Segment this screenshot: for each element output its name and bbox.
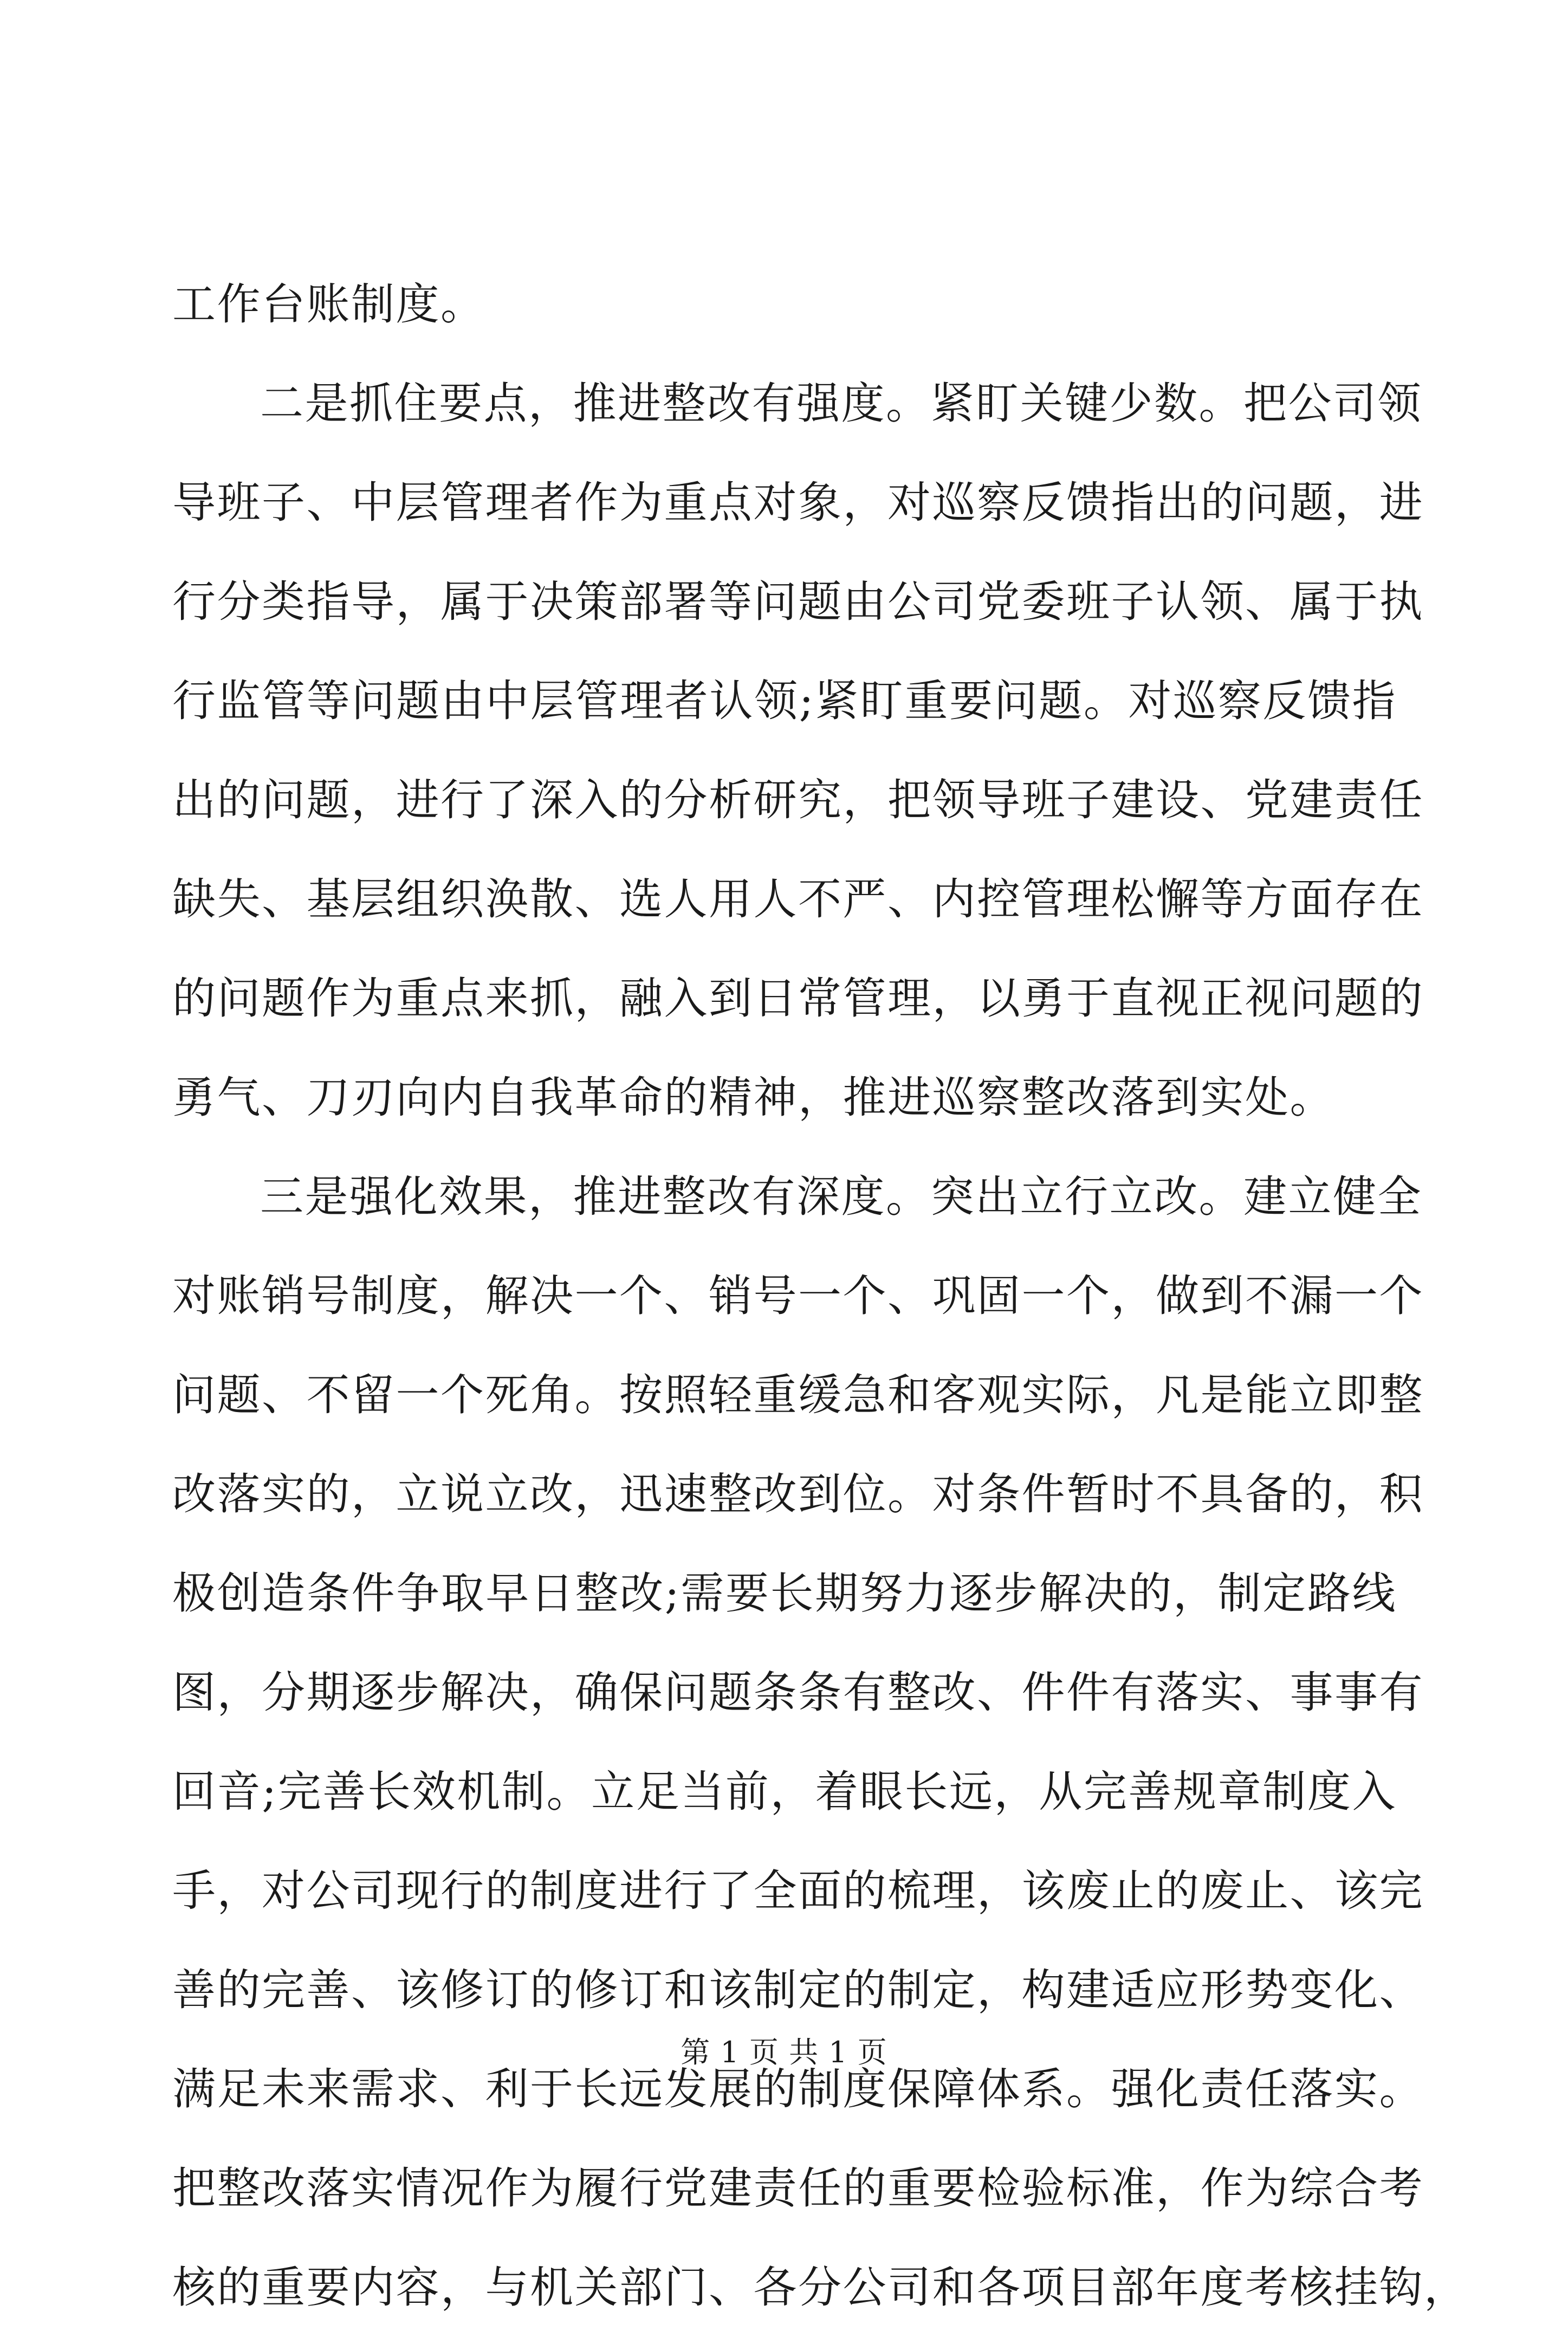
- text-line: 的问题作为重点来抓，融入到日常管理，以勇于直视正视问题的: [172, 973, 1424, 1024]
- page-number-footer: 第 1 页 共 1 页: [681, 2035, 887, 2069]
- text-line: 满足未来需求、利于长远发展的制度保障体系。强化责任落实。: [172, 2064, 1424, 2114]
- text-line: 把整改落实情况作为履行党建责任的重要检验标准，作为综合考: [172, 2163, 1424, 2213]
- paragraph-first-line: 三是强化效果，推进整改有深度。突出立行立改。建立健全: [260, 1171, 1422, 1222]
- text-line: 回音;完善长效机制。立足当前，着眼长远，从完善规章制度入: [172, 1766, 1397, 1817]
- text-line: 核的重要内容，与机关部门、各分公司和各项目部年度考核挂钩，: [172, 2262, 1469, 2313]
- text-line: 手，对公司现行的制度进行了全面的梳理，该废止的废止、该完: [172, 1866, 1424, 1916]
- text-line: 出的问题，进行了深入的分析研究，把领导班子建设、党建责任: [172, 775, 1424, 825]
- text-line: 缺失、基层组织涣散、选人用人不严、内控管理松懈等方面存在: [172, 874, 1424, 924]
- text-line: 极创造条件争取早日整改;需要长期努力逐步解决的，制定路线: [172, 1568, 1397, 1619]
- text-line: 导班子、中层管理者作为重点对象，对巡察反馈指出的问题，进: [172, 477, 1424, 528]
- text-line: 行监管等问题由中层管理者认领;紧盯重要问题。对巡察反馈指: [172, 676, 1397, 726]
- text-line: 善的完善、该修订的修订和该制定的制定，构建适应形势变化、: [172, 1965, 1424, 2015]
- text-line: 勇气、刀刃向内自我革命的精神，推进巡察整改落到实处。: [172, 1072, 1334, 1123]
- text-line: 行分类指导，属于决策部署等问题由公司党委班子认领、属于执: [172, 577, 1424, 627]
- text-line: 工作台账制度。: [172, 279, 485, 329]
- paragraph-first-line: 二是抓住要点，推进整改有强度。紧盯关键少数。把公司领: [260, 378, 1422, 429]
- text-line: 改落实的，立说立改，迅速整改到位。对条件暂时不具备的，积: [172, 1469, 1424, 1519]
- text-line: 图，分期逐步解决，确保问题条条有整改、件件有落实、事事有: [172, 1667, 1424, 1718]
- text-line: 问题、不留一个死角。按照轻重缓急和客观实际，凡是能立即整: [172, 1370, 1424, 1420]
- body-text: [172, 255, 1469, 2337]
- text-line: 对账销号制度，解决一个、销号一个、巩固一个，做到不漏一个: [172, 1271, 1424, 1321]
